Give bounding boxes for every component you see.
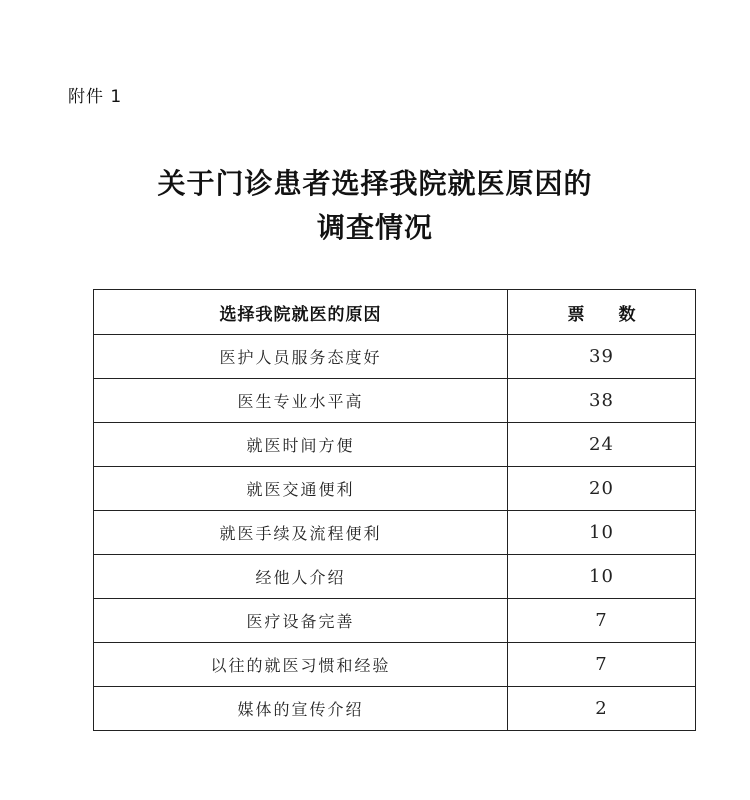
table-row — [94, 687, 696, 731]
table-row — [94, 467, 696, 511]
votes-cell: 10 — [508, 555, 696, 599]
document-title-line-1: 关于门诊患者选择我院就医原因的 — [157, 167, 593, 200]
attachment-label: 附件 1 — [68, 87, 123, 107]
table-row — [94, 511, 696, 555]
votes-cell: 24 — [508, 423, 696, 467]
votes-cell: 2 — [508, 687, 696, 731]
reason-cell: 就医交通便利 — [94, 467, 508, 511]
table-header-row — [94, 290, 696, 335]
reason-cell: 医生专业水平高 — [94, 379, 508, 423]
reason-cell: 就医时间方便 — [94, 423, 508, 467]
votes-cell: 38 — [508, 379, 696, 423]
votes-cell: 39 — [508, 335, 696, 379]
reason-cell: 媒体的宣传介绍 — [94, 687, 508, 731]
survey-table — [93, 289, 696, 731]
votes-cell: 20 — [508, 467, 696, 511]
votes-cell: 7 — [508, 643, 696, 687]
document-title-line-2: 调查情况 — [316, 211, 433, 244]
table-row — [94, 643, 696, 687]
table-row — [94, 335, 696, 379]
reason-cell: 医疗设备完善 — [94, 599, 508, 643]
table-row — [94, 379, 696, 423]
table-row — [94, 423, 696, 467]
table-row — [94, 599, 696, 643]
votes-cell: 10 — [508, 511, 696, 555]
reason-cell: 经他人介绍 — [94, 555, 508, 599]
votes-cell: 7 — [508, 599, 696, 643]
reason-cell: 就医手续及流程便利 — [94, 511, 508, 555]
header-reason: 选择我院就医的原因 — [94, 290, 508, 335]
header-votes: 票 数 — [508, 290, 696, 335]
table-row — [94, 555, 696, 599]
reason-cell: 医护人员服务态度好 — [94, 335, 508, 379]
reason-cell: 以往的就医习惯和经验 — [94, 643, 508, 687]
